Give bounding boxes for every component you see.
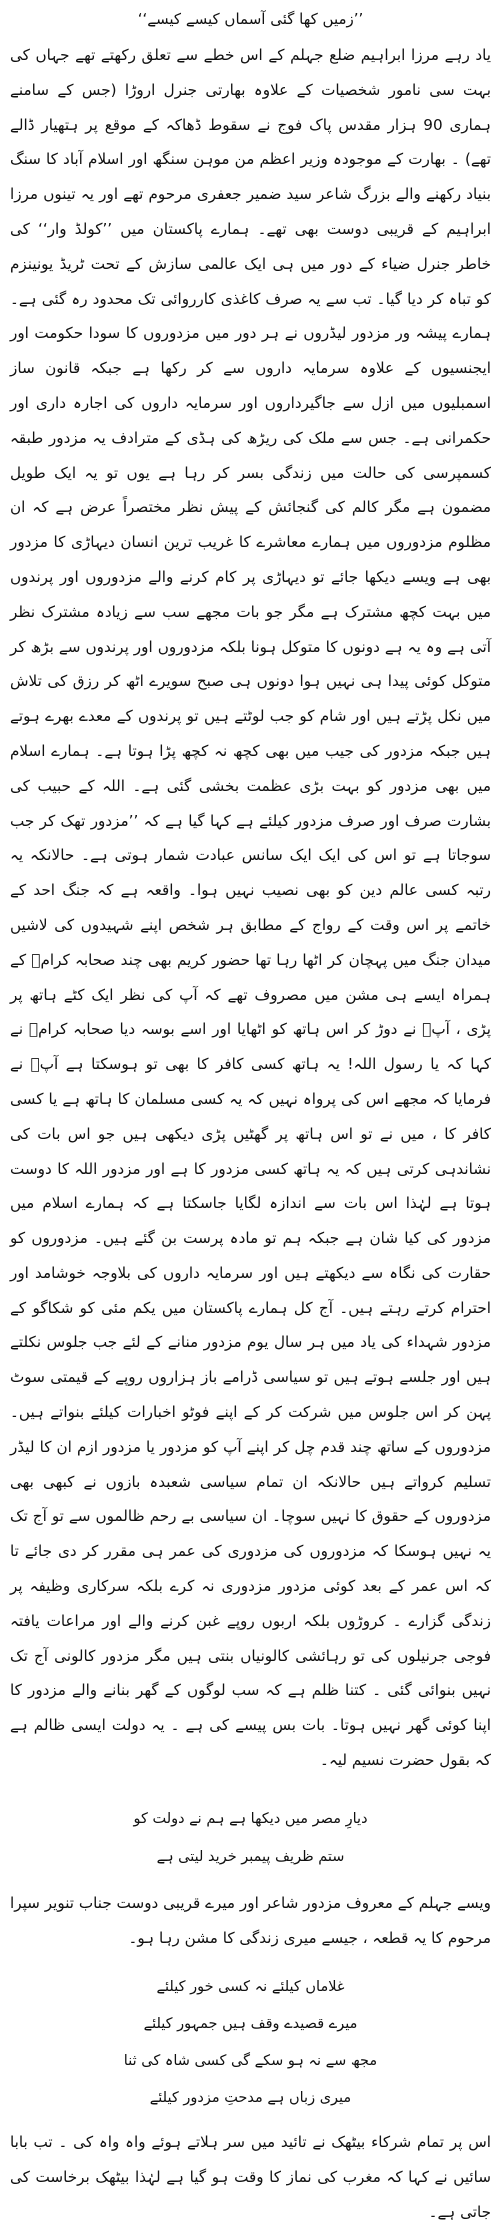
verse-line: مجھ سے نہ ہو سکے گی کسی شاہ کی ثنا	[123, 2053, 378, 2070]
article-paragraph-1: یاد رہے مرزا ابراہیم ضلع جہلم کے اس خطے سے تعلق رکھتے تھے جہاں کی بہت سی نامور شخصیات کے علاوہ بھارتی جنرل اروڑا (جس کے سامنے ہماری 90 ہزار مقدس پاک فوج نے سقوط ڈھاکہ کے موقع پر ہتھیار ڈالے تھے) ۔ بھارت کے موجودہ وزیر اعظم من موہن سنگھ اور اسلام آباد کا سنگ بنیاد رکھنے والے بزرگ شاعر سید ضمیر جعفری مرحوم تھے اور یہ تینوں مرزا ابراہیم کے قریبی دوست بھی تھے۔ ہمارے پاکستان میں ’’کولڈ وار‘‘ کی خاطر جنرل ضیاء کے دور میں ہی ایک عالمی سازش کے تحت ٹریڈ یونینزم کو تباہ کر دیا گیا۔ تب سے یہ صرف کاغذی کارروائی تک محدود رہ گئی ہے۔ ہمارے پیشہ ور مزدور لیڈروں نے ہر دور میں مزدوروں کا سودا حکومت اور ایجنسیوں کے علاوہ سرمایہ داروں سے کر رکھا ہے جبکہ قانون ساز اسمبلیوں میں ازل سے جاگیرداروں اور سرمایہ داروں کی اجارہ داری اور حکمرانی ہے۔ جس سے ملک کی ریڑھ کی ہڈی کے مترادف یہ مزدور طبقہ کسمپرسی کی حالت میں زندگی بسر کر رہا ہے یوں تو یہ ایک طویل مضمون ہے مگر کالم کی گنجائش کے پیش نظر مختصراً عرض ہے کہ ان مظلوم مزدوروں میں ہمارے معاشرے کا غریب ترین انسان دیہاڑی کا مزدور بھی ہے ویسے دیکھا جائے تو دیہاڑی پر کام کرنے والے مزدوروں اور پرندوں میں بہت کچھ مشترک ہے مگر جو بات مجھے سب سے زیادہ مشترک نظر آتی ہے وہ یہ ہے دونوں کا متوکل ہونا بلکہ مزدوروں اور پرندوں سے بڑھ کر متوکل کوئی پیدا ہی نہیں ہوا دونوں ہی صبح سویرے اٹھ کر رزق کی تلاش میں نکل پڑتے ہیں اور شام کو جب لوٹتے ہیں تو پرندوں کے معدے بھرے ہوتے ہیں جبکہ مزدور کی جیب میں بھی کچھ نہ کچھ پڑا ہوتا ہے۔ ہمارے اسلام میں بھی مزدور کو بہت بڑی عظمت بخشی گئی ہے۔ اللہ کے حبیب کی بشارت صرف اور صرف مزدور کیلئے ہے کہا گیا ہے کہ ’’مزدور تھک کر جب سوجاتا ہے تو اس کی ایک ایک سانس عبادت شمار ہوتی ہے۔ حالانکہ یہ رتبہ کسی عالم دین کو بھی نصیب نہیں ہوا۔ واقعہ ہے کہ جنگ احد کے خاتمے پر اس وقت کے رواج کے مطابق ہر شخص اپنے شہیدوں کی لاشیں میدان جنگ میں پہچان کر اٹھا رہا تھا حضور کریم بھی چند صحابہ کرامؓ کے ہمراہ ایسے ہی مشن میں مصروف تھے کہ آپ کی نظر ایک کٹے ہاتھ پر پڑی ، آپؐ نے دوڑ کر اس ہاتھ کو اٹھایا اور اسے بوسہ دیا صحابہ کرامؓ نے کہا کہ یا رسول اللہ! یہ ہاتھ کسی کافر کا بھی تو ہوسکتا ہے آپؐ نے فرمایا کہ مجھے اس کی پرواہ نہیں کہ یہ کسی مسلمان کا ہاتھ ہے یا کسی کافر کا ، میں نے تو اس ہاتھ پر گھٹیں پڑی دیکھی ہیں جو اس بات کی نشاندہی کرتی ہیں کہ یہ ہاتھ کسی مزدور کا ہے اور مزدور اللہ کا دوست ہوتا ہے لہٰذا اس بات سے اندازہ لگایا جاسکتا ہے کہ ہمارے اسلام میں مزدور کی کیا شان ہے جبکہ ہم تو مادہ پرست بن گئے ہیں۔ مزدوروں کو حقارت کی نگاہ سے دیکھتے ہیں اور سرمایہ داروں کی بلاوجہ خوشامد اور احترام کرتے رہتے ہیں۔ آج کل ہمارے پاکستان میں یکم مئی کو شکاگو کے مزدور شہداء کی یاد میں ہر سال یوم مزدور منانے کے لئے جب جلوس نکلتے ہیں اور جلسے ہوتے ہیں تو سیاسی ڈرامے باز ہزاروں روپے کے قیمتی سوٹ پہن کر اس جلوس میں شرکت کر کے اپنے فوٹو اخبارات کیلئے بنواتے ہیں۔ مزدوروں کے ساتھ چند قدم چل کر اپنے آپ کو مزدور یا مزدور ازم ان کا لیڈر تسلیم کرواتے ہیں حالانکہ ان تمام سیاسی شعبدہ بازوں نے کبھی بھی مزدوروں کے حقوق کا نہیں سوچا۔ ان سیاسی بے رحم ظالموں سے تو آج تک یہ نہیں ہوسکا کہ مزدوروں کی مزدوری کی عمر ہی مقرر کر دی جائے تا کہ اس عمر کے بعد کوئی مزدور مزدوری نہ کرے بلکہ سرکاری وظیفہ پر زندگی گزارے ۔ کروڑوں بلکہ اربوں روپے غبن کرنے والے اور مراعات یافتہ فوجی جرنیلوں کی تو رہائشی کالونیاں بنتی ہیں مگر مزدور کالونی آج تک نہیں بنوائی گئی ۔ کتنا ظلم ہے کہ سب لوگوں کے گھر بنانے والے مزدور کا اپنا کوئی گھر نہیں ہوتا۔ بات بس پیسے کی ہے ۔ یہ دولت ایسی ظالم ہے کہ بقول حضرت نسیم لیہ۔	[10, 46, 491, 1770]
verse-line: میرے قصیدے وقف ہیں جمہور کیلئے	[143, 2016, 358, 2033]
verse-line: دیارِ مصر میں دیکھا ہے ہم نے دولت کو	[133, 1810, 368, 1827]
article-title: ’’زمیں کھا گئی آسماں کیسے کیسے‘‘	[137, 10, 364, 28]
article-paragraph-2: ویسے جہلم کے معروف مزدور شاعر اور میرے قریبی دوست جناب تنویر سپرا مرحوم کا یہ قطعہ ، جیسے میری زندگی کا مشن رہا ہو۔	[10, 1893, 491, 1947]
verse-line: ستم ظریف پیمبر خرید لیتی ہے	[156, 1848, 345, 1865]
article-paragraph-3: اس پر تمام شرکاء بیٹھک نے تائید میں سر ہلاتے ہوئے واہ واہ کی ۔ تب بابا سائیں نے کہا کہ مغرب کی نماز کا وقت ہو گیا ہے لہٰذا بیٹھک برخاست کی جاتی ہے۔	[10, 2133, 491, 2222]
verse-block-1	[10, 1800, 491, 1876]
verse-line: غلاماں کیلئے نہ کسی خور کیلئے	[156, 1979, 345, 1996]
verse-block-2	[10, 1969, 491, 2117]
verse-line: میری زباں ہے مدحتِ مزدور کیلئے	[149, 2090, 352, 2107]
